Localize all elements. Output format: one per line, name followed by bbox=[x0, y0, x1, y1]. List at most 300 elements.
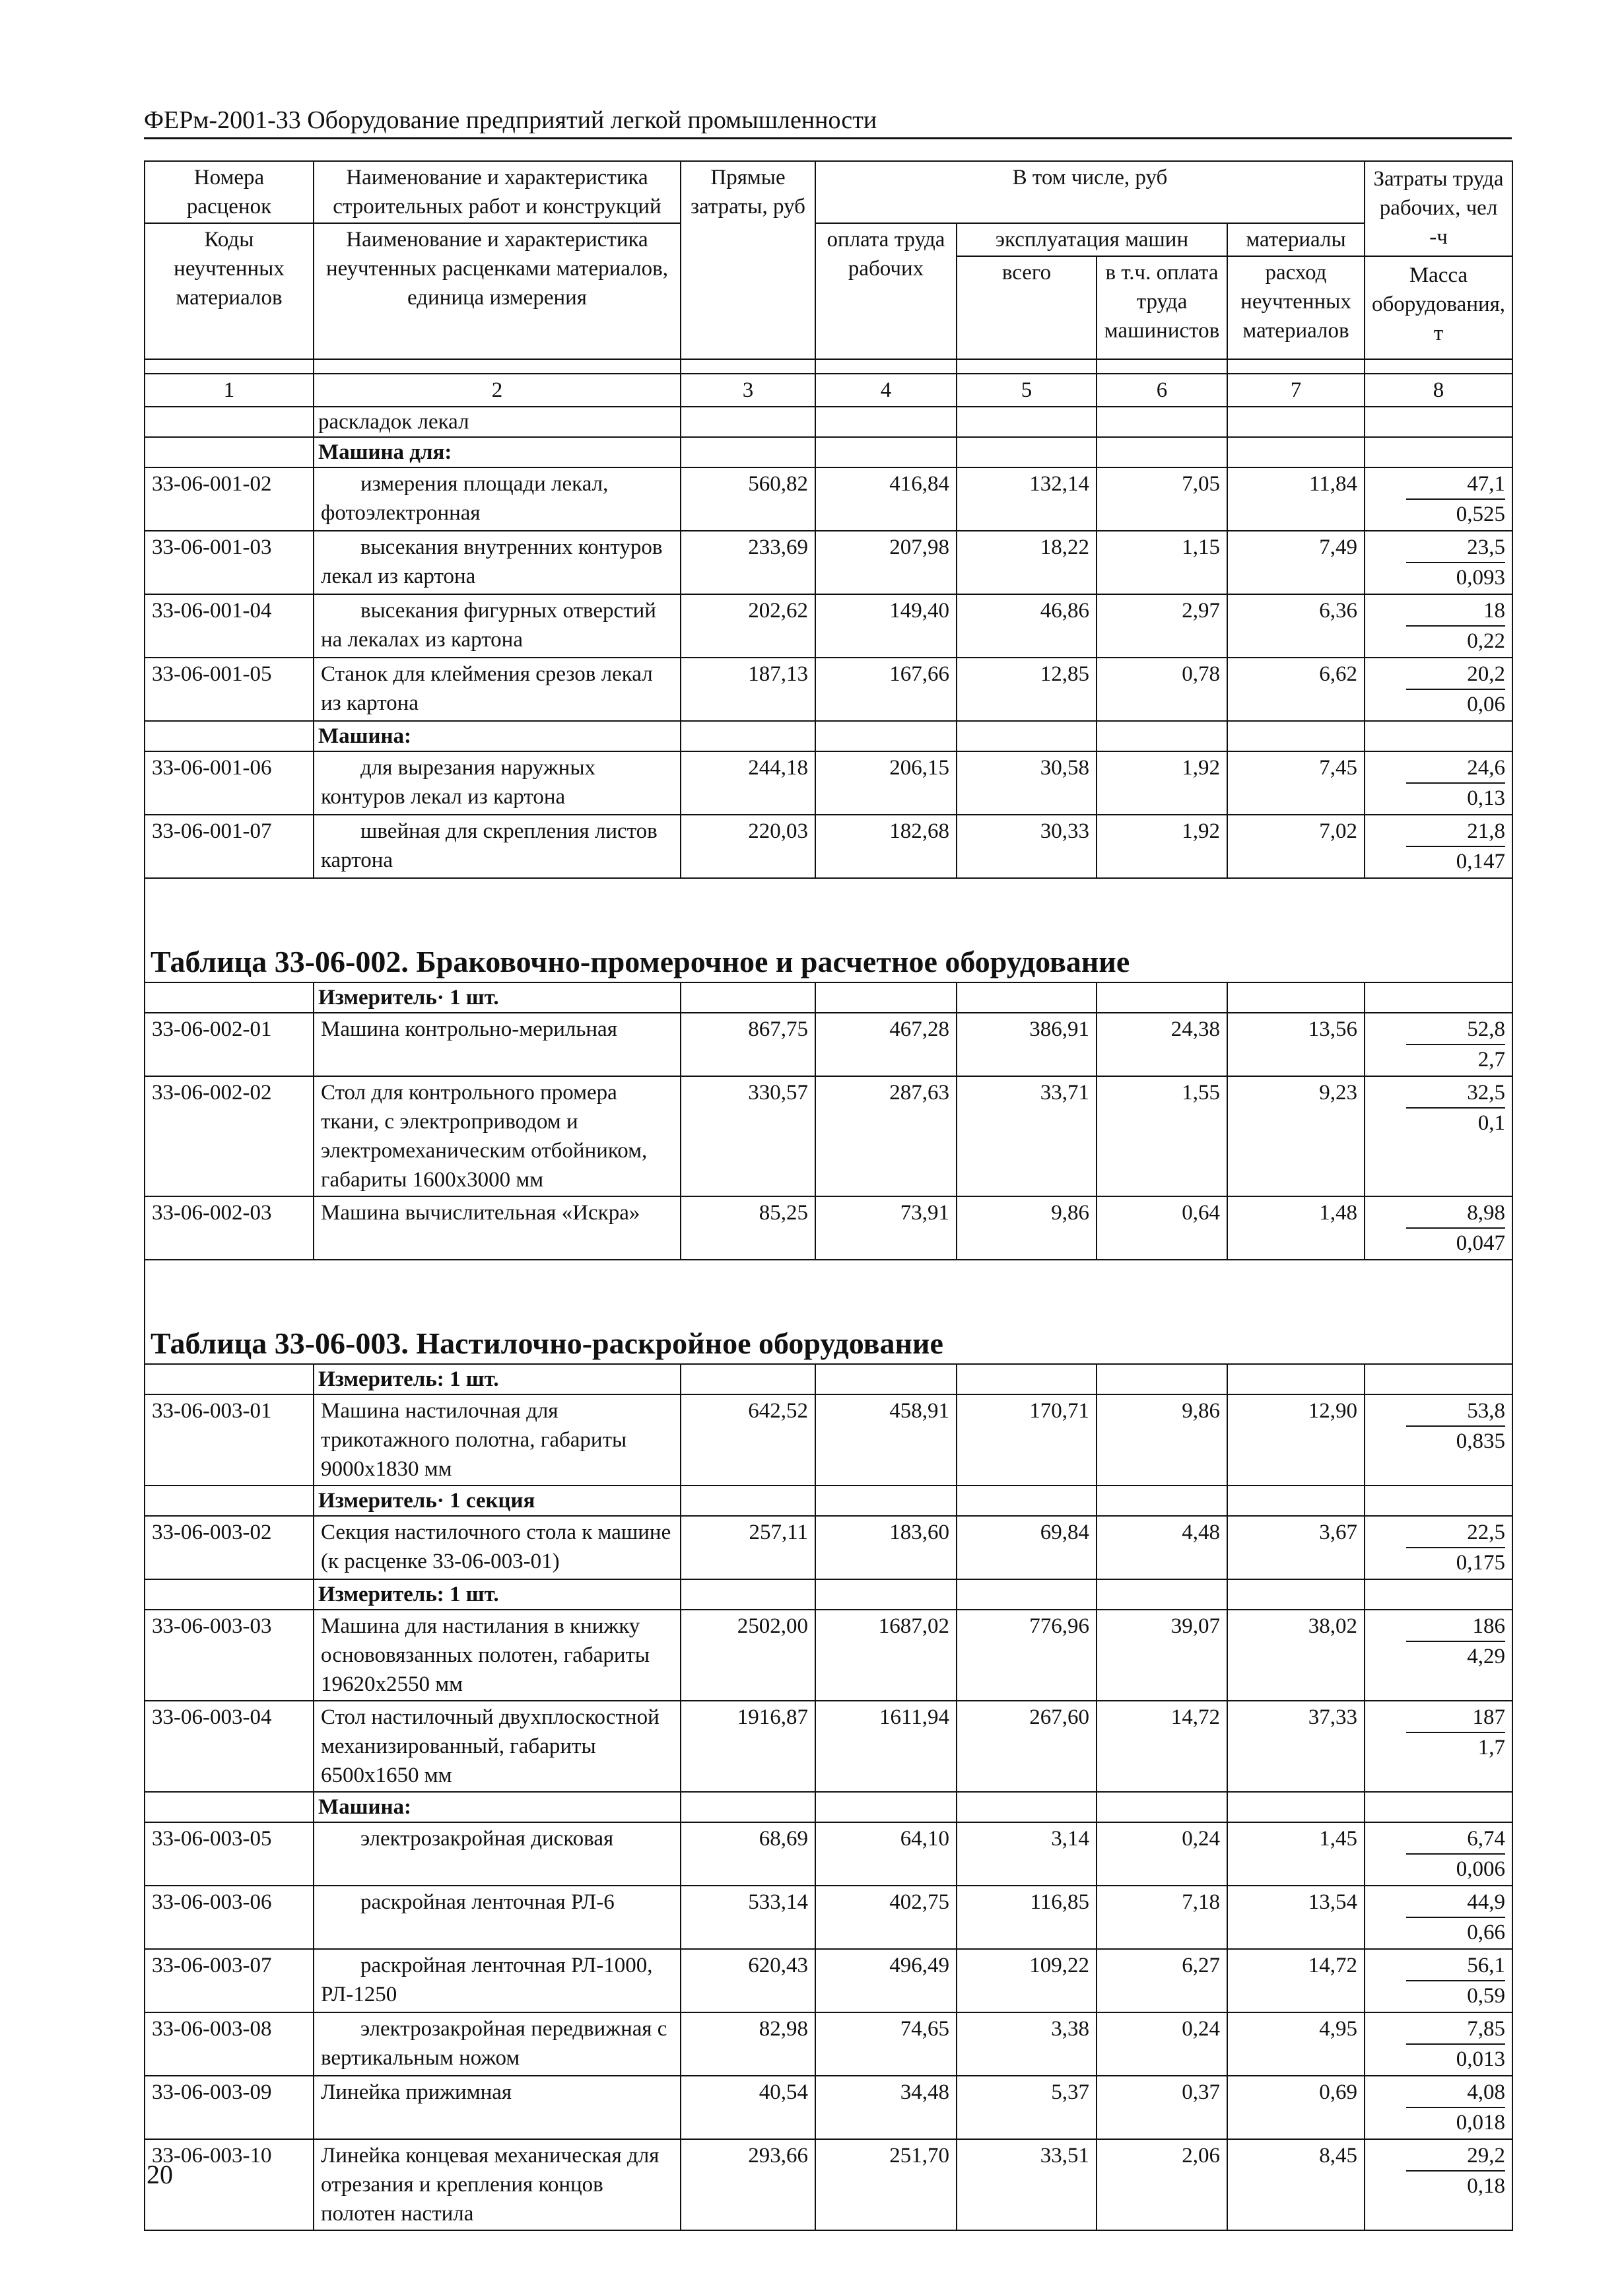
empty-cell bbox=[1227, 721, 1365, 751]
rate-name-text: Линейка прижимная bbox=[321, 2080, 512, 2104]
page-header: ФЕРм-2001-33 Оборудование предприятий легкой промышленности bbox=[144, 106, 1512, 139]
col-machines-total: всего bbox=[957, 256, 1097, 359]
table-row bbox=[145, 1822, 1512, 1886]
empty-cell bbox=[957, 982, 1097, 1013]
materials-cost: 13,54 bbox=[1227, 1886, 1365, 1949]
empty-cell bbox=[1227, 1792, 1365, 1822]
table-row bbox=[145, 1076, 1512, 1196]
rate-name-text: Станок для клеймения срезов лекал из картона bbox=[321, 662, 653, 715]
labor-mass-cell bbox=[1365, 1076, 1512, 1196]
col-labor-mass bbox=[1365, 161, 1512, 359]
rate-code: 33-06-001-02 bbox=[145, 467, 314, 531]
rate-code: 33-06-003-01 bbox=[145, 1394, 314, 1486]
machines-total: 116,85 bbox=[957, 1886, 1097, 1949]
table-row bbox=[145, 751, 1512, 815]
materials-cost: 3,67 bbox=[1227, 1516, 1365, 1579]
column-number: 7 bbox=[1227, 374, 1365, 407]
equipment-mass: 0,59 bbox=[1467, 1984, 1506, 2008]
materials-cost: 1,48 bbox=[1227, 1196, 1365, 1260]
rate-name-text: электрозакройная передвижная с вертикальным ножом bbox=[321, 2017, 667, 2070]
materials-cost: 1,45 bbox=[1227, 1822, 1365, 1886]
rate-name bbox=[314, 1196, 681, 1260]
labor-pay: 287,63 bbox=[815, 1076, 957, 1196]
equipment-mass: 0,525 bbox=[1456, 502, 1506, 526]
rate-code: 33-06-003-07 bbox=[145, 1949, 314, 2012]
empty-cell bbox=[1097, 1579, 1227, 1610]
table-row bbox=[145, 2139, 1512, 2230]
equipment-mass: 0,047 bbox=[1456, 1231, 1506, 1255]
col-name-top: Наименование и характеристика строительных работ и конструкций bbox=[314, 161, 681, 223]
rate-name bbox=[314, 1949, 681, 2012]
rate-code: 33-06-003-06 bbox=[145, 1886, 314, 1949]
machines-total: 776,96 bbox=[957, 1610, 1097, 1701]
machinists-pay: 4,48 bbox=[1097, 1516, 1227, 1579]
empty-cell bbox=[681, 982, 815, 1013]
machinists-pay: 9,86 bbox=[1097, 1394, 1227, 1486]
empty-cell bbox=[1097, 1792, 1227, 1822]
measure-row bbox=[145, 1364, 1512, 1394]
rate-code: 33-06-002-03 bbox=[145, 1196, 314, 1260]
labor-pay: 458,91 bbox=[815, 1394, 957, 1486]
direct-cost: 85,25 bbox=[681, 1196, 815, 1260]
machinists-pay: 14,72 bbox=[1097, 1701, 1227, 1792]
empty-cell bbox=[1227, 437, 1365, 467]
rate-code: 33-06-003-10 bbox=[145, 2139, 314, 2230]
machines-total: 46,86 bbox=[957, 594, 1097, 658]
measure-row bbox=[145, 1486, 1512, 1516]
code-cell bbox=[145, 1364, 314, 1394]
rate-name bbox=[314, 1822, 681, 1886]
rate-code: 33-06-003-04 bbox=[145, 1701, 314, 1792]
table-row bbox=[145, 467, 1512, 531]
labor-cost: 44,9 bbox=[1406, 1888, 1505, 1918]
empty-cell bbox=[1365, 1579, 1512, 1610]
machinists-pay: 24,38 bbox=[1097, 1013, 1227, 1076]
empty-cell bbox=[815, 1486, 957, 1516]
empty-cell bbox=[1227, 1486, 1365, 1516]
row-name: Машина: bbox=[318, 1795, 412, 1819]
empty-cell bbox=[815, 1579, 957, 1610]
direct-cost: 202,62 bbox=[681, 594, 815, 658]
labor-mass-cell bbox=[1365, 2076, 1512, 2139]
rate-code: 33-06-003-03 bbox=[145, 1610, 314, 1701]
row-name: Измеритель: 1 шт. bbox=[318, 1583, 499, 1606]
materials-cost: 7,49 bbox=[1227, 531, 1365, 594]
empty-cell bbox=[957, 437, 1097, 467]
empty-cell bbox=[1365, 721, 1512, 751]
table-row bbox=[145, 1516, 1512, 1579]
labor-pay: 207,98 bbox=[815, 531, 957, 594]
rate-name-text: Линейка концевая механическая для отрезания и крепления концов полотен настила bbox=[321, 2144, 660, 2226]
rate-name-text: раскройная ленточная РЛ-6 bbox=[360, 1890, 615, 1914]
rates-table bbox=[144, 160, 1513, 2231]
machines-total: 132,14 bbox=[957, 467, 1097, 531]
direct-cost: 620,43 bbox=[681, 1949, 815, 2012]
rate-name bbox=[314, 1516, 681, 1579]
rate-name bbox=[314, 2139, 681, 2230]
empty-cell bbox=[681, 1486, 815, 1516]
rate-name bbox=[314, 1394, 681, 1486]
table-title-row bbox=[145, 878, 1512, 982]
direct-cost: 40,54 bbox=[681, 2076, 815, 2139]
rate-name-text: Машина вычислительная «Искра» bbox=[321, 1201, 640, 1225]
labor-mass-cell bbox=[1365, 1822, 1512, 1886]
equipment-mass: 0,22 bbox=[1467, 629, 1506, 653]
col-direct: Прямые затраты, руб bbox=[681, 161, 815, 359]
col-machines-incl: в т.ч. оплата труда машинистов bbox=[1097, 256, 1227, 359]
empty-cell bbox=[957, 1792, 1097, 1822]
labor-pay: 74,65 bbox=[815, 2012, 957, 2076]
empty-cell bbox=[1365, 1792, 1512, 1822]
empty-cell bbox=[1365, 437, 1512, 467]
group-label bbox=[314, 437, 681, 467]
materials-cost: 6,36 bbox=[1227, 594, 1365, 658]
empty-cell bbox=[1097, 437, 1227, 467]
machinists-pay: 0,64 bbox=[1097, 1196, 1227, 1260]
labor-mass-cell bbox=[1365, 1196, 1512, 1260]
table-row bbox=[145, 658, 1512, 721]
machinists-pay: 2,06 bbox=[1097, 2139, 1227, 2230]
machinists-pay: 0,78 bbox=[1097, 658, 1227, 721]
measure-label bbox=[314, 982, 681, 1013]
measure-label bbox=[314, 1364, 681, 1394]
equipment-mass: 0,13 bbox=[1467, 786, 1506, 810]
table-row bbox=[145, 1394, 1512, 1486]
table-row bbox=[145, 1013, 1512, 1076]
machines-total: 3,38 bbox=[957, 2012, 1097, 2076]
rate-name-text: Машина для настилания в книжку основовязанных полотен, габариты 19620x2550 мм bbox=[321, 1614, 650, 1696]
table-title: Таблица 33-06-002. Браковочно-промерочное и расчетное оборудование bbox=[145, 878, 1512, 982]
machinists-pay: 1,15 bbox=[1097, 531, 1227, 594]
empty-cell bbox=[1365, 1364, 1512, 1394]
rate-code: 33-06-003-09 bbox=[145, 2076, 314, 2139]
row-name: Измеритель· 1 секция bbox=[318, 1489, 535, 1513]
rate-name bbox=[314, 658, 681, 721]
rate-name-text: швейная для скрепления листов картона bbox=[321, 819, 658, 872]
labor-cost: 53,8 bbox=[1406, 1396, 1505, 1427]
materials-cost: 0,69 bbox=[1227, 2076, 1365, 2139]
measure-label bbox=[314, 1486, 681, 1516]
machines-total: 386,91 bbox=[957, 1013, 1097, 1076]
rate-name bbox=[314, 467, 681, 531]
column-number: 1 bbox=[145, 374, 314, 407]
rate-name bbox=[314, 2076, 681, 2139]
rate-name bbox=[314, 1701, 681, 1792]
header-gap bbox=[145, 359, 1512, 374]
empty-cell bbox=[1097, 721, 1227, 751]
row-name: Машина для: bbox=[318, 440, 452, 464]
direct-cost: 2502,00 bbox=[681, 1610, 815, 1701]
materials-cost: 14,72 bbox=[1227, 1949, 1365, 2012]
rate-name bbox=[314, 1076, 681, 1196]
empty-cell bbox=[1365, 982, 1512, 1013]
column-number: 3 bbox=[681, 374, 815, 407]
empty-cell bbox=[681, 1579, 815, 1610]
rate-name bbox=[314, 594, 681, 658]
equipment-mass: 0,147 bbox=[1456, 850, 1506, 873]
rate-name bbox=[314, 2012, 681, 2076]
direct-cost: 867,75 bbox=[681, 1013, 815, 1076]
labor-mass-cell bbox=[1365, 467, 1512, 531]
col-codes-bottom: Коды неучтенных материалов bbox=[145, 223, 314, 359]
column-number: 5 bbox=[957, 374, 1097, 407]
rate-name bbox=[314, 1013, 681, 1076]
materials-cost: 8,45 bbox=[1227, 2139, 1365, 2230]
machinists-pay: 7,18 bbox=[1097, 1886, 1227, 1949]
machines-total: 30,33 bbox=[957, 815, 1097, 878]
row-name: Измеритель: 1 шт. bbox=[318, 1367, 499, 1391]
labor-pay: 34,48 bbox=[815, 2076, 957, 2139]
code-cell bbox=[145, 437, 314, 467]
rate-code: 33-06-002-02 bbox=[145, 1076, 314, 1196]
machinists-pay: 1,92 bbox=[1097, 751, 1227, 815]
rate-name-text: Машина настилочная для трикотажного полотна, габариты 9000x1830 мм bbox=[321, 1399, 627, 1481]
labor-mass-cell bbox=[1365, 1516, 1512, 1579]
materials-cost: 7,02 bbox=[1227, 815, 1365, 878]
empty-cell bbox=[1365, 1486, 1512, 1516]
empty-cell bbox=[815, 1792, 957, 1822]
equipment-mass: 2,7 bbox=[1477, 1048, 1506, 1072]
measure-label bbox=[314, 1579, 681, 1610]
labor-pay: 467,28 bbox=[815, 1013, 957, 1076]
rate-name-text: Стол для контрольного промера ткани, с электроприводом и электромеханическим отбойником, габариты 1600x3000 мм bbox=[321, 1081, 648, 1192]
labor-pay: 496,49 bbox=[815, 1949, 957, 2012]
table-row bbox=[145, 815, 1512, 878]
rate-name-text: измерения площади лекал, фотоэлектронная bbox=[321, 472, 609, 525]
labor-cost: 56,1 bbox=[1406, 1951, 1505, 1981]
machinists-pay: 7,05 bbox=[1097, 467, 1227, 531]
materials-cost: 4,95 bbox=[1227, 2012, 1365, 2076]
equipment-mass: 4,29 bbox=[1467, 1645, 1506, 1668]
table-row bbox=[145, 2076, 1512, 2139]
table-row bbox=[145, 1701, 1512, 1792]
labor-mass-cell bbox=[1365, 1610, 1512, 1701]
rate-code: 33-06-003-08 bbox=[145, 2012, 314, 2076]
row-name: Измеритель· 1 шт. bbox=[318, 986, 499, 1010]
row-name: раскладок лекал bbox=[318, 410, 469, 434]
labor-cost: 32,5 bbox=[1406, 1078, 1505, 1109]
equipment-mass: 0,18 bbox=[1467, 2174, 1506, 2198]
empty-cell bbox=[1227, 407, 1365, 437]
page-number: 20 bbox=[147, 2160, 173, 2189]
direct-cost: 68,69 bbox=[681, 1822, 815, 1886]
machines-total: 3,14 bbox=[957, 1822, 1097, 1886]
materials-cost: 37,33 bbox=[1227, 1701, 1365, 1792]
equipment-mass: 0,835 bbox=[1456, 1429, 1506, 1453]
measure-row bbox=[145, 982, 1512, 1013]
labor-cost: 24,6 bbox=[1406, 753, 1505, 784]
equipment-mass: 0,66 bbox=[1467, 1921, 1506, 1944]
labor-cost: 6,74 bbox=[1406, 1824, 1505, 1855]
materials-cost: 12,90 bbox=[1227, 1394, 1365, 1486]
code-cell bbox=[145, 982, 314, 1013]
labor-mass-cell bbox=[1365, 2139, 1512, 2230]
empty-cell bbox=[1097, 1364, 1227, 1394]
col-materials: расход неучтенных материалов bbox=[1227, 256, 1365, 359]
code-cell bbox=[145, 721, 314, 751]
machinists-pay: 1,92 bbox=[1097, 815, 1227, 878]
group-label bbox=[314, 721, 681, 751]
labor-pay: 167,66 bbox=[815, 658, 957, 721]
rate-name-text: раскройная ленточная РЛ-1000, РЛ-1250 bbox=[321, 1954, 653, 2006]
labor-mass-cell bbox=[1365, 658, 1512, 721]
machines-total: 109,22 bbox=[957, 1949, 1097, 2012]
labor-mass-cell bbox=[1365, 1701, 1512, 1792]
rate-name-text: высекания фигурных отверстий на лекалах из картона bbox=[321, 599, 656, 652]
equipment-mass: 1,7 bbox=[1477, 1736, 1506, 1760]
equipment-mass: 0,1 bbox=[1477, 1111, 1506, 1135]
empty-cell bbox=[957, 407, 1097, 437]
empty-cell bbox=[957, 1364, 1097, 1394]
labor-pay: 182,68 bbox=[815, 815, 957, 878]
continuation-row bbox=[145, 407, 1512, 437]
machinists-pay: 0,37 bbox=[1097, 2076, 1227, 2139]
machines-total: 33,71 bbox=[957, 1076, 1097, 1196]
empty-cell bbox=[681, 1364, 815, 1394]
direct-cost: 560,82 bbox=[681, 467, 815, 531]
labor-cost: 187 bbox=[1406, 1703, 1505, 1733]
machinists-pay: 0,24 bbox=[1097, 1822, 1227, 1886]
labor-pay: 73,91 bbox=[815, 1196, 957, 1260]
equipment-mass: 0,006 bbox=[1456, 1857, 1506, 1881]
materials-cost: 9,23 bbox=[1227, 1076, 1365, 1196]
empty-cell bbox=[815, 721, 957, 751]
labor-cost: 23,5 bbox=[1406, 533, 1505, 563]
direct-cost: 187,13 bbox=[681, 658, 815, 721]
empty-cell bbox=[1097, 982, 1227, 1013]
labor-mass-cell bbox=[1365, 594, 1512, 658]
column-number: 8 bbox=[1365, 374, 1512, 407]
code-cell bbox=[145, 1792, 314, 1822]
materials-cost: 13,56 bbox=[1227, 1013, 1365, 1076]
direct-cost: 233,69 bbox=[681, 531, 815, 594]
direct-cost: 244,18 bbox=[681, 751, 815, 815]
empty-cell bbox=[815, 437, 957, 467]
labor-pay: 1611,94 bbox=[815, 1701, 957, 1792]
row-name: Машина: bbox=[318, 724, 412, 748]
group-row bbox=[145, 721, 1512, 751]
empty-cell bbox=[957, 1579, 1097, 1610]
rate-name bbox=[314, 751, 681, 815]
empty-cell bbox=[681, 1792, 815, 1822]
rate-name-text: Стол настилочный двухплоскостной механизированный, габариты 6500x1650 мм bbox=[321, 1705, 660, 1787]
direct-cost: 1916,87 bbox=[681, 1701, 815, 1792]
labor-mass-cell bbox=[1365, 815, 1512, 878]
machines-total: 9,86 bbox=[957, 1196, 1097, 1260]
materials-cost: 6,62 bbox=[1227, 658, 1365, 721]
empty-cell bbox=[1097, 1486, 1227, 1516]
empty-cell bbox=[681, 407, 815, 437]
labor-cost: 47,1 bbox=[1406, 469, 1505, 500]
labor-pay: 64,10 bbox=[815, 1822, 957, 1886]
rate-code: 33-06-001-07 bbox=[145, 815, 314, 878]
col-mass: Масса оборудования, т bbox=[1371, 263, 1506, 345]
labor-cost: 52,8 bbox=[1406, 1015, 1505, 1045]
column-number: 4 bbox=[815, 374, 957, 407]
labor-cost: 22,5 bbox=[1406, 1518, 1505, 1548]
rate-name bbox=[314, 1610, 681, 1701]
equipment-mass: 0,06 bbox=[1467, 693, 1506, 716]
table-title: Таблица 33-06-003. Настилочно-раскройное оборудование bbox=[145, 1260, 1512, 1364]
rate-name-text: электрозакройная дисковая bbox=[360, 1827, 614, 1851]
measure-row bbox=[145, 1579, 1512, 1610]
labor-cost: 4,08 bbox=[1406, 2078, 1505, 2108]
labor-mass-cell bbox=[1365, 751, 1512, 815]
code-cell bbox=[145, 1486, 314, 1516]
machines-total: 18,22 bbox=[957, 531, 1097, 594]
materials-cost: 11,84 bbox=[1227, 467, 1365, 531]
rate-code: 33-06-001-04 bbox=[145, 594, 314, 658]
labor-mass-cell bbox=[1365, 1013, 1512, 1076]
group-label bbox=[314, 407, 681, 437]
labor-cost: 20,2 bbox=[1406, 660, 1505, 690]
empty-cell bbox=[681, 437, 815, 467]
empty-cell bbox=[1227, 982, 1365, 1013]
group-label bbox=[314, 1792, 681, 1822]
labor-pay: 183,60 bbox=[815, 1516, 957, 1579]
group-row bbox=[145, 437, 1512, 467]
machinists-pay: 1,55 bbox=[1097, 1076, 1227, 1196]
empty-cell bbox=[1365, 407, 1512, 437]
labor-pay: 149,40 bbox=[815, 594, 957, 658]
direct-cost: 293,66 bbox=[681, 2139, 815, 2230]
labor-pay: 251,70 bbox=[815, 2139, 957, 2230]
table-title-row bbox=[145, 1260, 1512, 1364]
equipment-mass: 0,018 bbox=[1456, 2111, 1506, 2135]
direct-cost: 642,52 bbox=[681, 1394, 815, 1486]
table-row bbox=[145, 594, 1512, 658]
machinists-pay: 2,97 bbox=[1097, 594, 1227, 658]
col-labor-pay: оплата труда рабочих bbox=[815, 223, 957, 359]
rate-code: 33-06-001-06 bbox=[145, 751, 314, 815]
empty-cell bbox=[815, 1364, 957, 1394]
table-row bbox=[145, 531, 1512, 594]
table-row bbox=[145, 1886, 1512, 1949]
column-number: 6 bbox=[1097, 374, 1227, 407]
code-cell bbox=[145, 407, 314, 437]
equipment-mass: 0,175 bbox=[1456, 1551, 1506, 1575]
rate-code: 33-06-001-05 bbox=[145, 658, 314, 721]
machines-total: 267,60 bbox=[957, 1701, 1097, 1792]
table-row bbox=[145, 1949, 1512, 2012]
labor-mass-cell bbox=[1365, 1394, 1512, 1486]
labor-pay: 402,75 bbox=[815, 1886, 957, 1949]
labor-cost: 8,98 bbox=[1406, 1198, 1505, 1229]
labor-cost: 186 bbox=[1406, 1612, 1505, 1642]
machines-total: 69,84 bbox=[957, 1516, 1097, 1579]
table-row bbox=[145, 1610, 1512, 1701]
column-number: 2 bbox=[314, 374, 681, 407]
labor-mass-cell bbox=[1365, 531, 1512, 594]
rate-code: 33-06-002-01 bbox=[145, 1013, 314, 1076]
materials-cost: 38,02 bbox=[1227, 1610, 1365, 1701]
direct-cost: 257,11 bbox=[681, 1516, 815, 1579]
machinists-pay: 0,24 bbox=[1097, 2012, 1227, 2076]
machines-total: 170,71 bbox=[957, 1394, 1097, 1486]
rate-code: 33-06-003-05 bbox=[145, 1822, 314, 1886]
direct-cost: 220,03 bbox=[681, 815, 815, 878]
rate-name-text: Машина контрольно-мерильная bbox=[321, 1017, 617, 1041]
col-incl: В том числе, руб bbox=[815, 161, 1365, 223]
empty-cell bbox=[1097, 407, 1227, 437]
equipment-mass: 0,093 bbox=[1456, 566, 1506, 590]
labor-mass-cell bbox=[1365, 2012, 1512, 2076]
materials-cost: 7,45 bbox=[1227, 751, 1365, 815]
direct-cost: 330,57 bbox=[681, 1076, 815, 1196]
rate-name-text: для вырезания наружных контуров лекал из картона bbox=[321, 756, 595, 809]
column-numbers-row bbox=[145, 374, 1512, 407]
col-codes-top: Номера расценок bbox=[145, 161, 314, 223]
